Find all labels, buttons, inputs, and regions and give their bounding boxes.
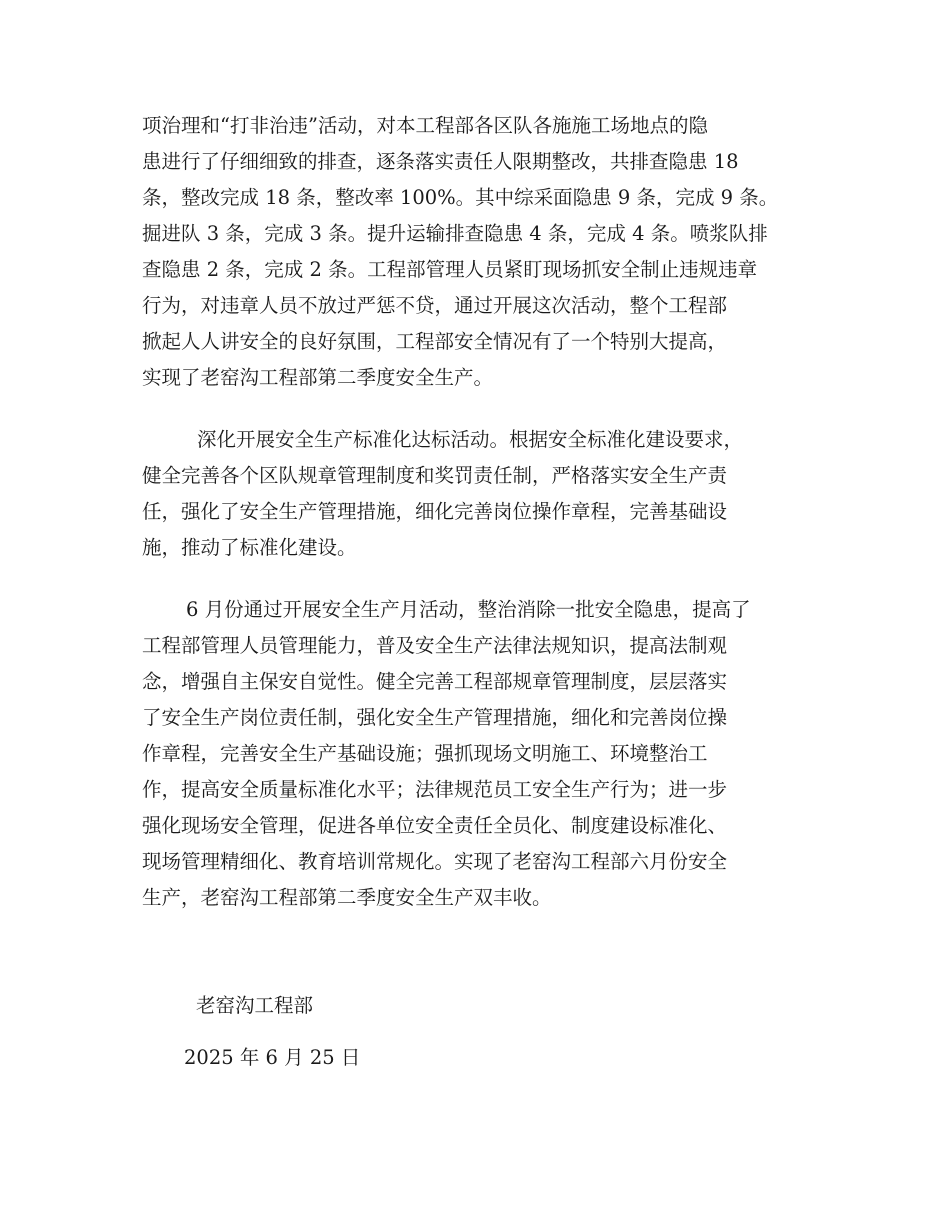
paragraph-line: 患进行了仔细细致的排查，逐条落实责任人限期整改，共排查隐患 18 xyxy=(142,150,739,173)
paragraph-line: 强化现场安全管理，促进各单位安全责任全员化、制度建设标准化、 xyxy=(142,814,728,837)
paragraph-line: 条，整改完成 18 条，整改率 100%。其中综采面隐患 9 条，完成 9 条。 xyxy=(142,186,779,209)
paragraph-line: 生产，老窑沟工程部第二季度安全生产双丰收。 xyxy=(142,886,552,909)
paragraph-line: 施，推动了标准化建设。 xyxy=(142,536,357,559)
paragraph-line: 作章程，完善安全生产基础设施；强抓现场文明施工、环境整治工 xyxy=(142,742,708,765)
paragraph-line: 查隐患 2 条，完成 2 条。工程部管理人员紧盯现场抓安全制止违规违章 xyxy=(142,258,758,281)
signature-org: 老窑沟工程部 xyxy=(196,994,314,1017)
paragraph-line: 任，强化了安全生产管理措施，细化完善岗位操作章程，完善基础设 xyxy=(142,500,728,523)
paragraph-line: 深化开展安全生产标准化达标活动。根据安全标准化建设要求， xyxy=(197,428,744,451)
paragraph-line: 工程部管理人员管理能力，普及安全生产法律法规知识，提高法制观 xyxy=(142,634,728,657)
paragraph-line: 健全完善各个区队规章管理制度和奖罚责任制，严格落实安全生产责 xyxy=(142,464,728,487)
paragraph-line: 了安全生产岗位责任制，强化安全生产管理措施，细化和完善岗位操 xyxy=(142,706,728,729)
paragraph-line: 掘进队 3 条，完成 3 条。提升运输排查隐患 4 条，完成 4 条。喷浆队排 xyxy=(142,222,768,245)
paragraph-line: 现场管理精细化、教育培训常规化。实现了老窑沟工程部六月份安全 xyxy=(142,850,728,873)
paragraph-line: 项治理和“打非治违”活动，对本工程部各区队各施施工场地点的隐 xyxy=(142,114,708,137)
paragraph-line: 念，增强自主保安自觉性。健全完善工程部规章管理制度，层层落实 xyxy=(142,670,728,693)
paragraph-line: 实现了老窑沟工程部第二季度安全生产。 xyxy=(142,366,494,389)
paragraph-line: 6 月份通过开展安全生产月活动，整治消除一批安全隐患，提高了 xyxy=(186,598,751,621)
paragraph-line: 行为，对违章人员不放过严惩不贷，通过开展这次活动，整个工程部 xyxy=(142,294,728,317)
paragraph-line: 作，提高安全质量标准化水平；法律规范员工安全生产行为；进一步 xyxy=(142,778,728,801)
paragraph-line: 掀起人人讲安全的良好氛围，工程部安全情况有了一个特别大提高， xyxy=(142,330,728,353)
signature-date: 2025 年 6 月 25 日 xyxy=(184,1046,361,1069)
